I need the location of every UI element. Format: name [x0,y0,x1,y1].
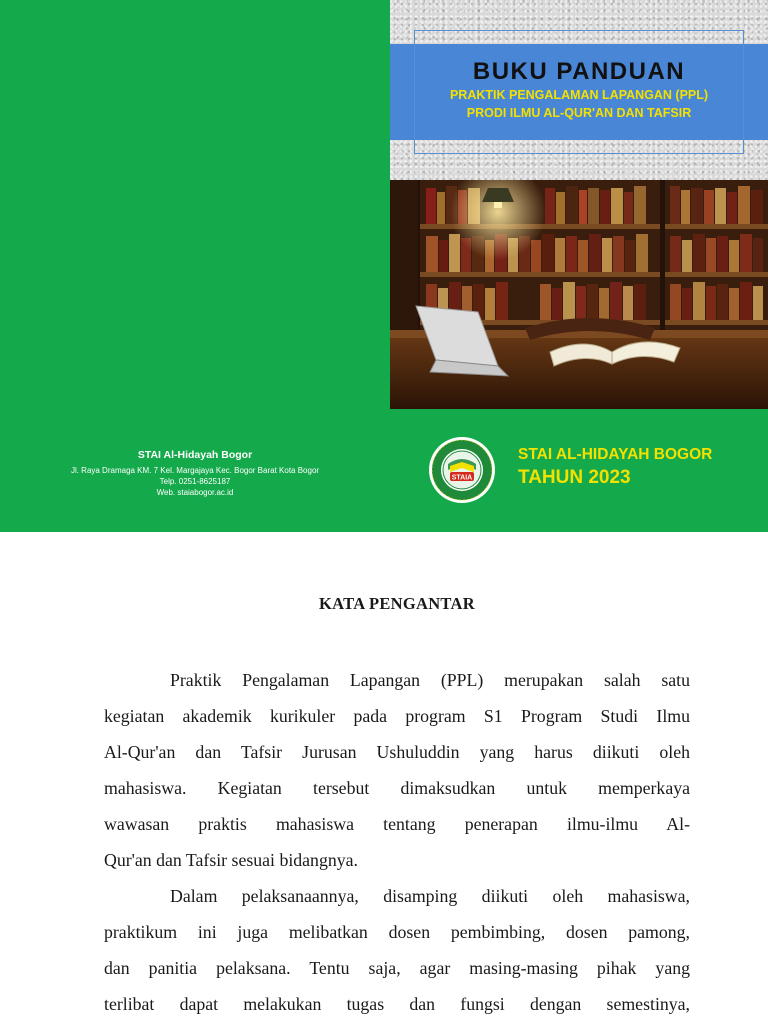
publisher-name: STAI Al-Hidayah Bogor [137,449,253,461]
doc-heading: KATA PENGANTAR [319,594,475,613]
doc-line: Qur'an dan Tafsir sesuai bidangnya. [104,850,358,870]
document-page [0,532,768,1024]
doc-line: kegiatan akademik kurikuler pada program S1 Program Studi Ilmu [104,706,690,726]
back-cover [0,0,390,532]
brand-year: TAHUN 2023 [518,467,631,488]
library-photo [390,180,768,409]
doc-line: mahasiswa. Kegiatan tersebut dimaksudkan untuk memperkaya [104,778,690,798]
logo-emblem-icon [428,436,496,504]
cover-title: BUKU PANDUAN [472,58,686,85]
doc-line: Dalam pelaksanaannya, disamping diikuti oleh mahasiswa, [170,886,690,906]
logo-text: STAIA [451,474,473,482]
doc-body [104,662,690,1022]
brand-institution: STAI AL-HIDAYAH BOGOR [518,446,713,463]
brand-block [518,446,712,489]
publisher-address: Jl. Raya Dramaga KM. 7 Kel. Margajaya Kec. Bogor Barat Kota Bogor [70,466,320,475]
doc-line: terlibat dapat melakukan tugas dan fungsi dengan semestinya, [104,994,690,1014]
title-frame [414,30,744,154]
cover-subtitle-2: PRODI ILMU AL-QUR'AN DAN TAFSIR [466,106,692,120]
doc-line: Praktik Pengalaman Lapangan (PPL) merupakan salah satu [170,670,690,690]
doc-line: dan panitia pelaksana. Tentu saja, agar masing-masing pihak yang [104,958,690,978]
publisher-phone: Telp. 0251-8625187 [159,477,231,486]
publisher-web: Web. staiabogor.ac.id [156,488,234,497]
library-illustration [390,180,768,409]
cover-subtitle-1: PRAKTIK PENGALAMAN LAPANGAN (PPL) [449,88,709,102]
doc-line: praktikum ini juga melibatkan dosen pembimbing, dosen pamong, [104,922,690,942]
bookshelf [390,180,768,330]
doc-line: Al-Qur'an dan Tafsir Jurusan Ushuluddin yang harus diikuti oleh [104,742,690,762]
stai-logo [428,436,496,504]
publisher-info [30,449,360,498]
doc-line: wawasan praktis mahasiswa tentang penerapan ilmu-ilmu Al- [104,814,690,834]
